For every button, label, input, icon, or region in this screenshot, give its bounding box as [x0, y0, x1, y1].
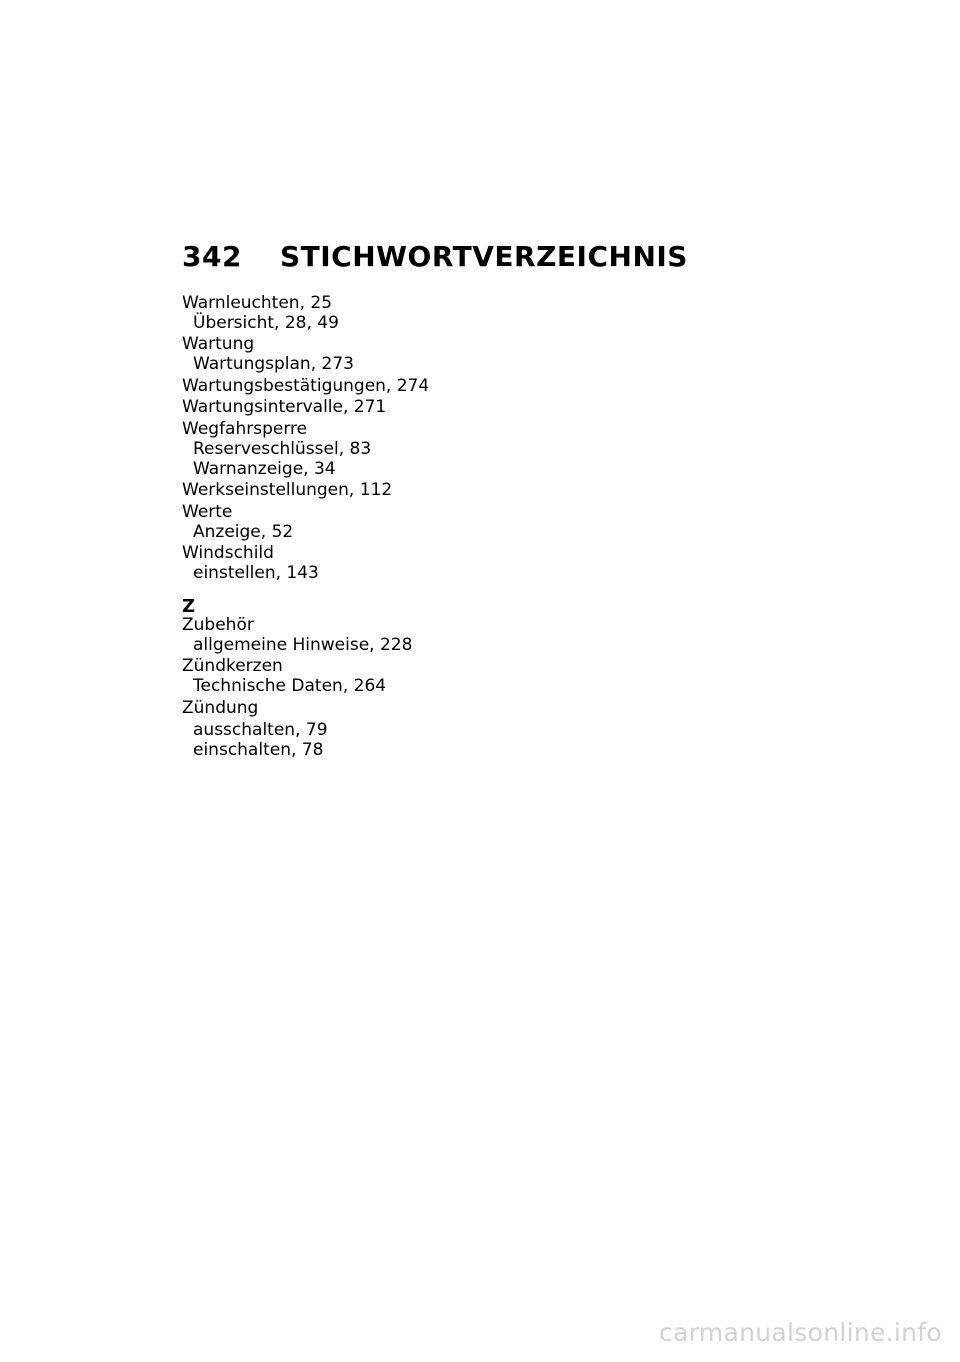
watermark-text: carmanualsonline.info — [659, 1318, 942, 1347]
index-term: Werte — [182, 501, 233, 522]
index-entry — [182, 377, 662, 397]
index-list — [182, 294, 662, 763]
index-entry — [182, 481, 662, 501]
index-subterm: ausschalten, 79 — [193, 720, 328, 741]
index-term: Wartungsintervalle, 271 — [182, 397, 387, 418]
index-subterm: allgemeine Hinweise, 228 — [193, 634, 413, 655]
index-entry — [182, 503, 662, 543]
index-term: Zubehör — [182, 614, 254, 635]
page-title: STICHWORTVERZEICHNIS — [280, 240, 688, 273]
index-subterm: Technische Daten, 264 — [193, 675, 387, 696]
index-entry — [182, 294, 662, 334]
index-subterm: Wartungsplan, 273 — [193, 354, 354, 375]
index-term: Zündkerzen — [182, 656, 283, 677]
index-entry — [182, 544, 662, 584]
index-subterm: Übersicht, 28, 49 — [193, 312, 339, 333]
index-term: Warnleuchten, 25 — [182, 293, 333, 313]
index-entry — [182, 420, 662, 479]
index-subterm: einschalten, 78 — [193, 740, 324, 761]
index-entry — [182, 616, 662, 656]
page-header — [182, 240, 688, 273]
section-letter: Z — [182, 595, 196, 617]
index-subterm: einstellen, 143 — [193, 562, 319, 583]
index-term: Wartungsbestätigungen, 274 — [182, 375, 430, 396]
index-subterm: Reserveschlüssel, 83 — [193, 438, 372, 459]
index-entry — [182, 699, 662, 761]
index-subterm: Anzeige, 52 — [193, 521, 294, 542]
index-subterm: Warnanzeige, 34 — [193, 458, 336, 479]
index-term: Wartung — [182, 334, 255, 355]
index-term: Werkseinstellungen, 112 — [182, 480, 393, 501]
index-term: Zündung — [182, 697, 259, 718]
index-entry — [182, 657, 662, 697]
index-term: Windschild — [182, 543, 274, 564]
index-entry — [182, 335, 662, 375]
index-entry — [182, 398, 662, 418]
page-number: 342 — [182, 240, 242, 273]
index-term: Wegfahrsperre — [182, 418, 308, 439]
